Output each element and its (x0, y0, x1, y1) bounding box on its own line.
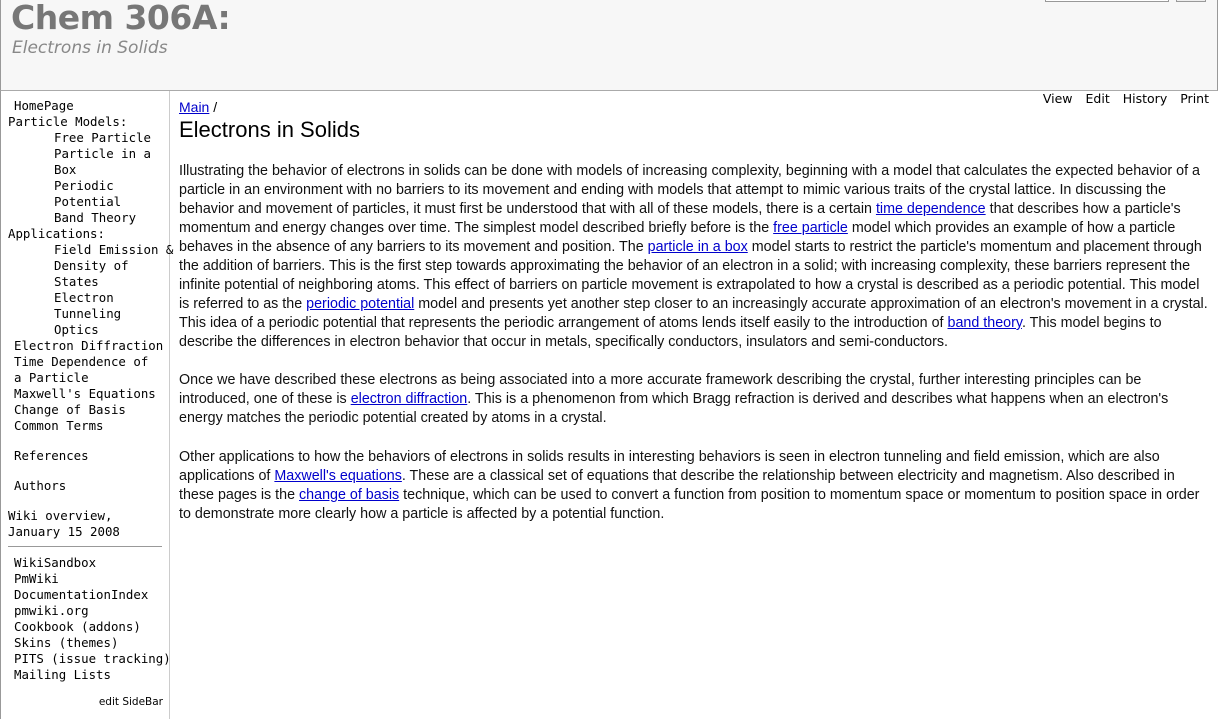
paragraph-text: . This is a phenomenon from which Bragg refraction is derived and describes what happens when an electron's energy matches the periodic potential created by atoms in a crystal. (179, 391, 1169, 426)
breadcrumb-separator: / (213, 99, 218, 115)
band-theory-link[interactable]: band theory (947, 315, 1022, 331)
sidebar-item-time-dependence[interactable]: a Particle (14, 370, 89, 385)
sidebar-item-authors[interactable]: Authors (14, 478, 67, 493)
electron-diffraction-link[interactable]: electron diffraction (350, 391, 468, 407)
sidebar-item-cookbook[interactable]: Cookbook (addons) (14, 619, 141, 634)
breadcrumb (179, 99, 217, 115)
sidebar-item-free-particle[interactable]: Free Particle (54, 130, 151, 145)
paragraph-text: that describes how a particle's momentum and energy changes over time. The simplest model described briefly before is the (179, 201, 1181, 236)
sidebar-item-optics[interactable]: Optics (54, 322, 99, 337)
maxwells-equations-link[interactable]: Maxwell's equations (274, 468, 402, 484)
sidebar-item-electron-tunneling[interactable]: Electron (54, 290, 114, 305)
sidebar-item-homepage[interactable]: HomePage (14, 98, 74, 113)
breadcrumb-main-link[interactable]: Main (179, 99, 210, 115)
sidebar-item-electron-diffraction[interactable]: Electron Diffraction (14, 338, 164, 353)
sidebar-heading-particle-models: Particle Models: (8, 114, 128, 129)
paragraph-text: model and presents yet another step closer to an increasingly accurate approximation of an electron's movement in a crystal. This idea of a periodic potential that represents the periodic arrangement of atoms lends itself easily to the introduction of (179, 296, 1208, 331)
sidebar-item-time-dependence[interactable]: Time Dependence of (14, 354, 149, 369)
site-subtitle: Electrons in Solids (12, 38, 168, 58)
paragraph-diffraction (179, 371, 1209, 428)
print-action-link[interactable]: Print (1180, 91, 1209, 106)
search-button[interactable] (1176, 0, 1206, 2)
history-action-link[interactable]: History (1122, 91, 1168, 106)
paragraph-text: Once we have described these electrons as being associated into a more accurate framework describing the crystal, further interesting principles can be introduced, one of these is (179, 372, 1142, 407)
edit-sidebar-link[interactable]: edit SideBar (98, 696, 163, 708)
sidebar (0, 91, 174, 719)
sidebar-item-pmwiki[interactable]: PmWiki (14, 571, 59, 586)
sidebar-item-periodic-potential[interactable]: Periodic (54, 178, 114, 193)
site-title[interactable]: Chem 306A: (11, 0, 231, 37)
periodic-potential-link[interactable]: periodic potential (306, 296, 415, 312)
sidebar-item-wiki-overview[interactable]: Wiki overview, (8, 508, 113, 523)
sidebar-item-pits[interactable]: PITS (issue tracking) (14, 651, 171, 666)
sidebar-item-band-theory[interactable]: Band Theory (54, 210, 137, 225)
sidebar-item-documentationindex[interactable]: DocumentationIndex (14, 587, 149, 602)
main-content (179, 91, 1209, 711)
sidebar-item-wikisandbox[interactable]: WikiSandbox (14, 555, 97, 570)
paragraph-text: model which provides an example of how a particle behaves in the absence of any barriers to its movement and position. The (179, 220, 1176, 255)
sidebar-item-field-emission[interactable]: States (54, 274, 99, 289)
paragraph-text: Illustrating the behavior of electrons in solids can be done with models of increasing complexity, beginning with a model that calculates the expected behavior of a particle in an environment with no barriers to its movement and ending with models that attempt to mimic various traits of the crystal lattice. In discussing the behavior and movement of particles, it must first be understood that with all of these models, there is a certain (179, 163, 1200, 217)
change-of-basis-link[interactable]: change of basis (299, 487, 400, 503)
free-particle-link[interactable]: free particle (773, 220, 848, 236)
sidebar-divider (8, 546, 162, 547)
paragraph-intro (179, 162, 1209, 352)
sidebar-item-particle-in-a-box[interactable]: Box (54, 162, 77, 177)
sidebar-heading-applications: Applications: (8, 226, 105, 241)
sidebar-item-references[interactable]: References (14, 448, 89, 463)
sidebar-item-mailing-lists[interactable]: Mailing Lists (14, 667, 111, 682)
sidebar-item-field-emission[interactable]: Field Emission & (54, 242, 174, 257)
sidebar-item-wiki-overview[interactable]: January 15 2008 (8, 524, 120, 539)
sidebar-item-electron-tunneling[interactable]: Tunneling (54, 306, 122, 321)
particle-in-a-box-link[interactable]: particle in a box (647, 239, 748, 255)
site-header (0, 0, 1218, 91)
paragraph-text: . This model begins to describe the differences in electron behavior that occur in metals, specifically conductors, insulators and semi-conductors. (179, 315, 1162, 350)
sidebar-item-particle-in-a-box[interactable]: Particle in a (54, 146, 151, 161)
sidebar-item-field-emission[interactable]: Density of (54, 258, 129, 273)
search-input[interactable] (1045, 0, 1169, 2)
paragraph-applications (179, 448, 1209, 524)
page-actions (1030, 91, 1209, 106)
edit-action-link[interactable]: Edit (1085, 91, 1110, 106)
view-action-link[interactable]: View (1042, 91, 1073, 106)
sidebar-item-maxwells-equations[interactable]: Maxwell's Equations (14, 386, 156, 401)
paragraph-text: . These are a classical set of equations that describe the relationship between electricity and magnetism. Also described in these pages is the (179, 468, 1175, 503)
sidebar-item-common-terms[interactable]: Common Terms (14, 418, 104, 433)
paragraph-text: technique, which can be used to convert a function from position to momentum space or momentum to position space in order to demonstrate more clearly how a particle is affected by a potential function. (179, 487, 1200, 522)
page-title: Electrons in Solids (179, 117, 360, 142)
sidebar-item-skins[interactable]: Skins (themes) (14, 635, 119, 650)
sidebar-item-pmwiki-org[interactable]: pmwiki.org (14, 603, 89, 618)
sidebar-item-periodic-potential[interactable]: Potential (54, 194, 122, 209)
sidebar-item-change-of-basis[interactable]: Change of Basis (14, 402, 126, 417)
time-dependence-link[interactable]: time dependence (875, 201, 986, 217)
paragraph-text: model starts to restrict the particle's momentum and placement through the addition of barriers. This is the first step towards approximating the behavior of an electron in a solid; with increasing complexity, these barriers represent the infinite potential of neighboring atoms. This effect of barriers on particle movement is extrapolated to how a crystal is described as a periodic potential. This model is referred to as the (179, 239, 1202, 312)
paragraph-text: Other applications to how the behaviors of electrons in solids results in interesting behaviors is seen in electron tunneling and field emission, which are also applications of (179, 449, 1160, 484)
